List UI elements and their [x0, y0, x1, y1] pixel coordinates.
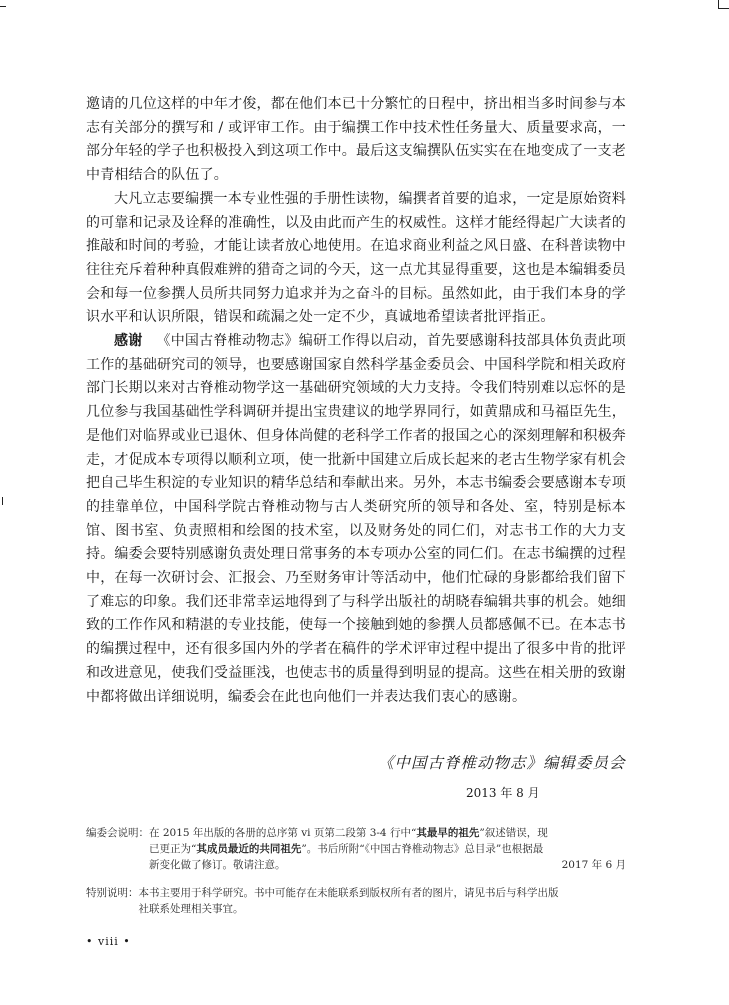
acknowledgements-text: 《中国古脊椎动物志》编研工作得以启动，首先要感谢科技部具体负责此项工作的基础研究司的领导，也要感谢国家自然科学基金委员会、中国科学院和相关政府部门长期以来对古脊椎动物学这一基础研究领域的大力支持。令我们特别难以忘怀的是几位参与我国基础性学科调研并提出宝贵建议的地学界同行，如黄鼎成和马福臣先生，是他们对临界或业已退休、但身体尚健的老科学工作者的报国之心的深刻理解和积极奔走，才促成本专项得以顺利立项，使一批新中国建立后成长起来的老古生物学家有机会把自己毕生积淀的专业知识的精华总结和奉献出来。另外，本志书编委会要感谢本专项的挂靠单位，中国科学院古脊椎动物与古人类研究所的领导和各处、室，特别是标本馆、图书室、负责照相和绘图的技术室，以及财务处的同仁们，对志书工作的大力支持。编委会要特别感谢负责处理日常事务的本专项办公室的同仁们。在志书编撰的过程中，在每一次研讨会、汇报会、乃至财务审计等活动中，他们忙碌的身影都给我们留下了难忘的印象。我们还非常幸运地得到了与科学出版社的胡晓春编辑共事的机会。她细致的工作作风和精湛的专业技能，使每一个接触到她的参撰人员都感佩不已。在本志书的编撰过程中，还有很多国内外的学者在稿件的学术评审过程中提出了很多中肯的批评和改进意见，使我们受益匪浅，也使志书的质量得到明显的提高。这些在相关册的致谢中都将做出详细说明，编委会在此也向他们一并表达我们衷心的感谢。 [86, 333, 626, 705]
special-note [86, 885, 626, 917]
main-text [86, 93, 626, 709]
acknowledgements-label: 感谢 [114, 333, 143, 350]
editorial-board-signature: 《中国古脊椎动物志》编辑委员会 [378, 754, 626, 772]
editor-note-text: 在 2015 年出版的各册的总序第 vi 页第二段第 3-4 行中“ [149, 827, 417, 839]
special-note-text: 本书主要用于科学研究。书中可能存在未能联系到版权所有者的图片，请见书后与科学出版 [138, 887, 559, 899]
editor-note [86, 825, 626, 873]
signature-date: 2013 年 8 月 [466, 786, 540, 800]
paragraph-continuation: 邀请的几位这样的中年才俊，都在他们本已十分繁忙的日程中，挤出相当多时间参与本志有关部分的撰写和 / 或评审工作。由于编撰工作中技术性任务量大、质量要求高，一部分年轻的学子也积极投入到这项工作中。最后这支编撰队伍实实在在地变成了一支老中青相结合的队伍了。 [86, 96, 626, 184]
crop-mark-middle-left [2, 497, 3, 505]
editor-note-text: 新变化做了修订。敬请注意。 [149, 859, 286, 871]
crop-mark-top-left [0, 6, 6, 7]
editor-note-text: ”叙述错误，现 [479, 827, 548, 839]
special-note-text: 社联系处理相关事宜。 [138, 903, 244, 915]
special-note-label: 特别说明： [86, 887, 139, 899]
editor-note-text: 已更正为“ [149, 843, 197, 855]
notes-section [86, 825, 626, 929]
paragraph-aims: 大凡立志要编撰一本专业性强的手册性读物，编撰者首要的追求，一定是原始资料的可靠和记录及诠释的准确性，以及由此而产生的权威性。这样才能经得起广大读者的推敲和时间的考验，才能让读者放心地使用。在追求商业利益之风日盛、在科普读物中往往充斥着种种真假难辨的猎奇之词的今天，这一点尤其显得重要，这也是本编辑委员会和每一位参撰人员所共同努力追求并为之奋斗的目标。虽然如此，由于我们本身的学识水平和认识所限，错误和疏漏之处一定不少，真诚地希望读者批评指正。 [86, 190, 626, 326]
special-note-body [139, 885, 627, 917]
editor-note-date: 2017 年 6 月 [561, 859, 626, 871]
crop-mark-top-right-horizontal [719, 8, 729, 9]
highlight-old-phrase: 其最早的祖先 [416, 827, 480, 839]
editor-note-label: 编委会说明： [86, 827, 149, 839]
editor-note-text: ”。书后所附“《中国古脊椎动物志》总目录”也根据最 [301, 843, 544, 855]
highlight-new-phrase: 其成员最近的共同祖先 [196, 843, 302, 855]
page-number: • viii • [86, 935, 131, 948]
paragraph-acknowledgements [86, 330, 626, 709]
editor-note-body [149, 825, 626, 873]
